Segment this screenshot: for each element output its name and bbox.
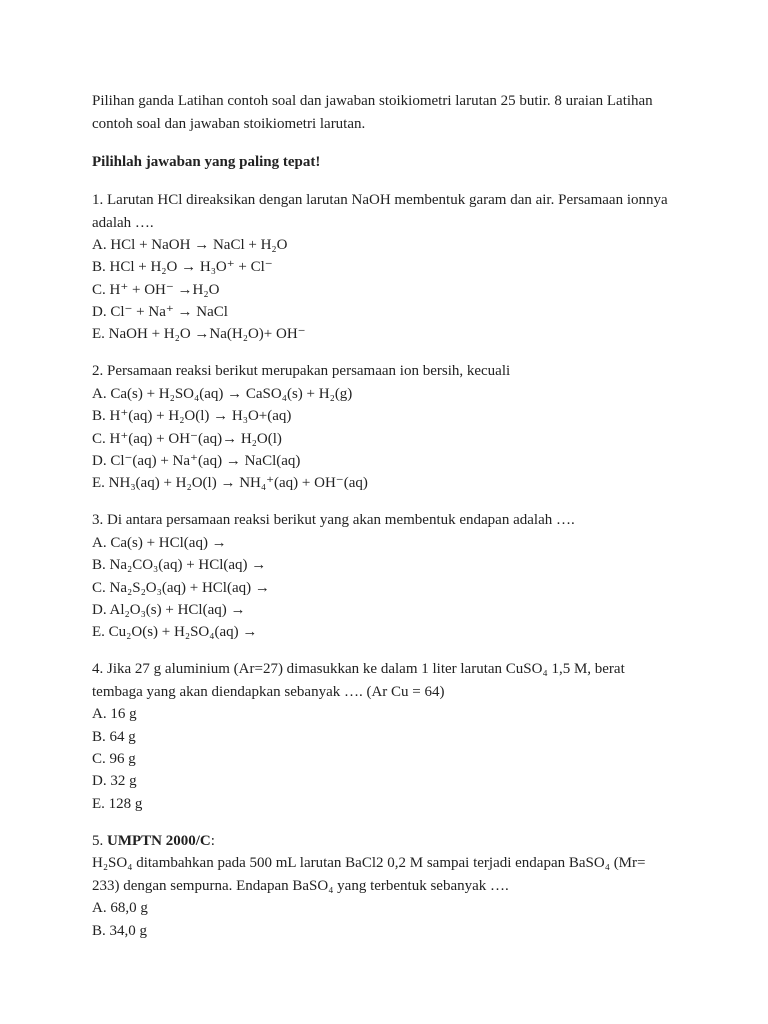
question-stem: 4. Jika 27 g aluminium (Ar=27) dimasukkan ke dalam 1 liter larutan CuSO₄ 1,5 M, berat tembaga yang akan diendapkan sebanyak …. (Ar Cu = 64) [92,661,625,700]
option-d: D. 32 g [92,773,137,790]
question-number: 5. [92,832,104,849]
option-e: E. 128 g [92,795,143,812]
option-d: D. Al₂O₃(s) + HCl(aq) → [92,601,246,618]
question-3 [92,509,676,643]
option-c: C. H⁺(aq) + OH⁻(aq)→ H₂O(l) [92,430,282,447]
question-stem: 1. Larutan HCl direaksikan dengan larutan NaOH membentuk garam dan air. Persamaan ionnya adalah …. [92,192,668,231]
option-c: C. Na₂S₂O₃(aq) + HCl(aq) → [92,579,270,596]
question-4 [92,658,676,814]
option-e: E. NaOH + H₂O →Na(H₂O)+ OH⁻ [92,326,306,343]
question-5 [92,830,676,942]
option-d: D. Cl⁻(aq) + Na⁺(aq) → NaCl(aq) [92,452,301,469]
option-e: E. NH₃(aq) + H₂O(l) → NH₄⁺(aq) + OH⁻(aq) [92,475,368,492]
option-a: A. Ca(s) + H₂SO₄(aq) → CaSO₄(s) + H₂(g) [92,385,353,402]
option-a: A. 68,0 g [92,900,148,917]
question-heading-colon: : [210,832,215,849]
option-b: B. HCl + H₂O → H₃O⁺ + Cl⁻ [92,259,273,276]
question-stem: 3. Di antara persamaan reaksi berikut yang akan membentuk endapan adalah …. [92,512,575,529]
option-b: B. H⁺(aq) + H₂O(l) → H₃O+(aq) [92,408,292,425]
option-e: E. Cu₂O(s) + H₂SO₄(aq) → [92,624,258,641]
question-heading [92,830,676,852]
option-d: D. Cl⁻ + Na⁺ → NaCl [92,303,228,320]
question-1 [92,189,676,345]
option-a: A. HCl + NaOH → NaCl + H₂O [92,237,288,253]
question-source: UMPTN 2000/C [107,832,211,849]
option-a: A. Ca(s) + HCl(aq) → [92,534,227,551]
question-stem: H₂SO₄ ditambahkan pada 500 mL larutan BaCl2 0,2 M sampai terjadi endapan BaSO₄ (Mr= 233) dengan sempurna. Endapan BaSO₄ yang terbentuk sebanyak …. [92,855,646,894]
option-b: B. 64 g [92,728,136,745]
intro-paragraph: Pilihan ganda Latihan contoh soal dan jawaban stoikiometri larutan 25 butir. 8 uraian Latihan contoh soal dan jawaban stoikiometri larutan. [92,93,653,132]
question-2 [92,360,676,494]
option-a: A. 16 g [92,706,137,723]
option-c: C. 96 g [92,751,136,768]
option-b: B. 34,0 g [92,922,148,939]
instruction-heading: Pilihlah jawaban yang paling tepat! [92,154,321,170]
option-c: C. H⁺ + OH⁻ →H₂O [92,281,220,298]
question-stem: 2. Persamaan reaksi berikut merupakan persamaan ion bersih, kecuali [92,363,511,380]
option-b: B. Na₂CO₃(aq) + HCl(aq) → [92,557,267,574]
